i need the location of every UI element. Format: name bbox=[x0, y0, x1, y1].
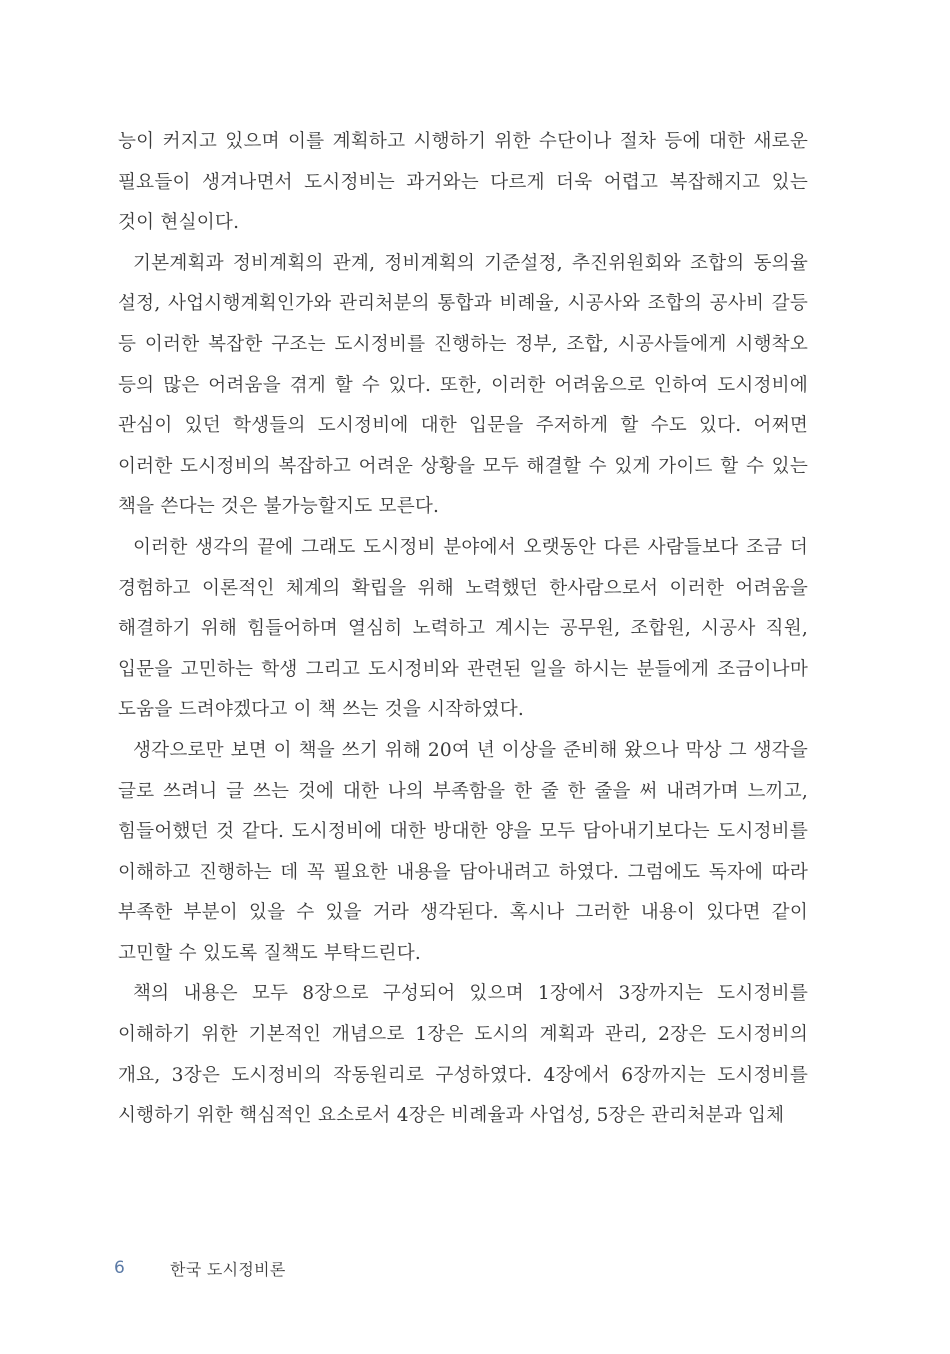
body-text bbox=[118, 122, 808, 1137]
paragraph-4: 생각으로만 보면 이 책을 쓰기 위해 20여 년 이상을 준비해 왔으나 막상 그 생각을 글로 쓰려니 글 쓰는 것에 대한 나의 부족함을 한 줄 한 줄을 써 내려가며 느끼고, 힘들어했던 것 같다. 도시정비에 대한 방대한 양을 모두 담아내기보다는 도시정비를 이해하고 진행하는 데 꼭 필요한 내용을 담아내려고 하였다. 그럼에도 독자에 따라 부족한 부분이 있을 수 있을 거라 생각된다. 혹시나 그러한 내용이 있다면 같이 고민할 수 있도록 질책도 부탁드린다. bbox=[118, 739, 808, 964]
page-footer bbox=[114, 1256, 286, 1280]
paragraph-2: 기본계획과 정비계획의 관계, 정비계획의 기준설정, 추진위원회와 조합의 동의율 설정, 사업시행계획인가와 관리처분의 통합과 비례율, 시공사와 조합의 공사비 갈등 등 이러한 복잡한 구조는 도시정비를 진행하는 정부, 조합, 시공사들에게 시행착오 등의 많은 어려움을 겪게 할 수 있다. 또한, 이러한 어려움으로 인하여 도시정비에 관심이 있던 학생들의 도시정비에 대한 입문을 주저하게 할 수도 있다. 어쩌면 이러한 도시정비의 복잡하고 어려운 상황을 모두 해결할 수 있게 가이드 할 수 있는 책을 쓴다는 것은 불가능할지도 모른다. bbox=[118, 252, 808, 518]
paragraph-1: 능이 커지고 있으며 이를 계획하고 시행하기 위한 수단이나 절차 등에 대한 새로운 필요들이 생겨나면서 도시정비는 과거와는 다르게 더욱 어렵고 복잡해지고 있는 것이 현실이다. bbox=[118, 131, 808, 234]
paragraph-5: 책의 내용은 모두 8장으로 구성되어 있으며 1장에서 3장까지는 도시정비를 이해하기 위한 기본적인 개념으로 1장은 도시의 계획과 관리, 2장은 도시정비의 개요, 3장은 도시정비의 작동원리로 구성하였다. 4장에서 6장까지는 도시정비를 시행하기 위한 핵심적인 요소로서 4장은 비례율과 사업성, 5장은 관리처분과 입체 bbox=[118, 983, 808, 1127]
paragraph-3: 이러한 생각의 끝에 그래도 도시정비 분야에서 오랫동안 다른 사람들보다 조금 더 경험하고 이론적인 체계의 확립을 위해 노력했던 한사람으로서 이러한 어려움을 해결하기 위해 힘들어하며 열심히 노력하고 계시는 공무원, 조합원, 시공사 직원, 입문을 고민하는 학생 그리고 도시정비와 관련된 일을 하시는 분들에게 조금이나마 도움을 드려야겠다고 이 책 쓰는 것을 시작하였다. bbox=[118, 536, 808, 721]
running-title: 한국 도시정비론 bbox=[170, 1259, 286, 1279]
page-number: 6 bbox=[114, 1258, 125, 1278]
